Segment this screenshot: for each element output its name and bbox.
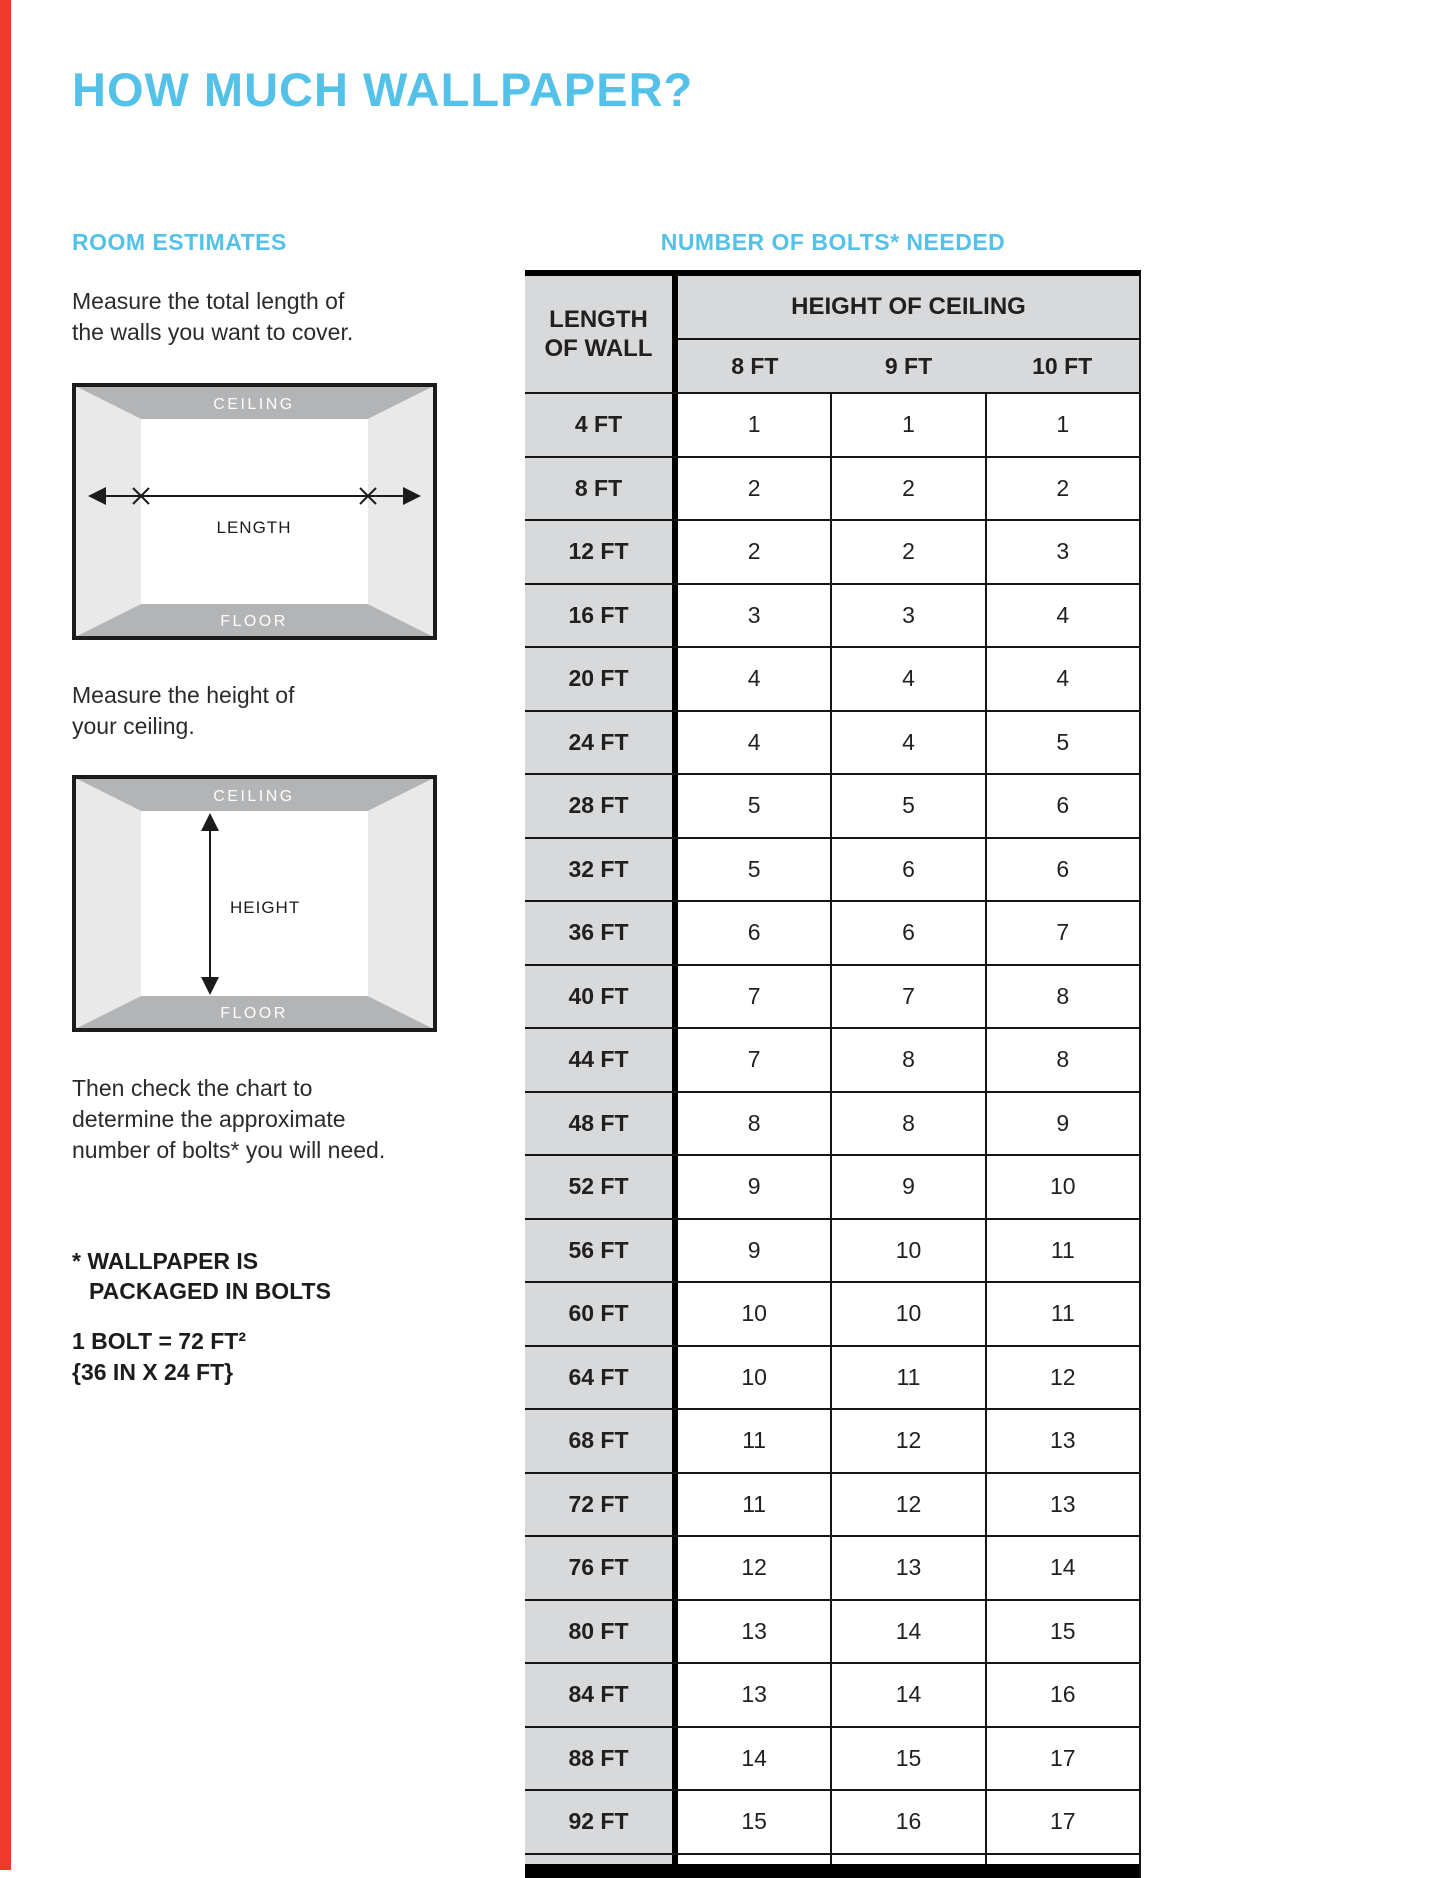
bolt-count-cell: 10 <box>985 1156 1139 1218</box>
bolt-count-cell: 15 <box>678 1791 830 1853</box>
row-label-wall-length: 88 FT <box>525 1728 678 1790</box>
bolt-count-cell: 6 <box>985 839 1139 901</box>
row-label-wall-length: 8 FT <box>525 458 678 520</box>
bolt-count-cell: 8 <box>830 1093 984 1155</box>
row-label-wall-length: 24 FT <box>525 712 678 774</box>
ceiling-height-header-group <box>678 276 1139 392</box>
room-height-diagram <box>72 775 437 1032</box>
ceiling-label: CEILING <box>213 396 295 413</box>
bolt-count-cell: 3 <box>678 585 830 647</box>
table-row <box>525 1601 1139 1665</box>
ceiling-label: CEILING <box>213 788 295 805</box>
row-label-wall-length: 20 FT <box>525 648 678 710</box>
bolt-count-cell: 7 <box>678 966 830 1028</box>
bolt-count-cell: 4 <box>985 585 1139 647</box>
bolt-count-cell: 14 <box>985 1537 1139 1599</box>
table-row <box>525 1220 1139 1284</box>
instruction-line: number of bolts* you will need. <box>72 1137 386 1163</box>
bolt-count-cell: 16 <box>830 1791 984 1853</box>
bolt-count-cell: 12 <box>985 1347 1139 1409</box>
floor-label: FLOOR <box>220 1005 288 1022</box>
bolt-count-cell: 4 <box>678 648 830 710</box>
length-label: LENGTH <box>216 518 292 537</box>
bolt-count-cell: 15 <box>985 1601 1139 1663</box>
bolt-count-cell: 11 <box>678 1410 830 1472</box>
table-row <box>525 1728 1139 1792</box>
bolt-count-cell: 9 <box>985 1093 1139 1155</box>
bolt-count-cell: 10 <box>830 1220 984 1282</box>
table-row <box>525 1410 1139 1474</box>
section-heading-room-estimates: ROOM ESTIMATES <box>72 229 287 255</box>
row-label-wall-length: 28 FT <box>525 775 678 837</box>
instruction-line: determine the approximate <box>72 1106 346 1132</box>
instruction-line: the walls you want to cover. <box>72 319 354 345</box>
section-heading-bolts-needed: NUMBER OF BOLTS* NEEDED <box>660 229 1006 255</box>
bolts-table-body <box>525 394 1139 1855</box>
bolt-count-cell: 6 <box>830 839 984 901</box>
bolt-count-cell: 15 <box>830 1728 984 1790</box>
bolt-count-cell: 2 <box>678 521 830 583</box>
table-row <box>525 966 1139 1030</box>
room-length-diagram <box>72 383 437 640</box>
footnote-wallpaper-bolts <box>72 1246 331 1306</box>
left-wall <box>75 386 141 637</box>
bolt-count-cell: 9 <box>678 1220 830 1282</box>
accent-stripe <box>0 0 11 1870</box>
row-label-wall-length: 32 FT <box>525 839 678 901</box>
bolt-count-cell: 12 <box>830 1474 984 1536</box>
ceiling-height-subheaders <box>678 340 1139 392</box>
bolt-count-cell: 4 <box>678 712 830 774</box>
table-row <box>525 1347 1139 1411</box>
bolt-count-cell: 5 <box>830 775 984 837</box>
bolt-count-cell: 12 <box>678 1537 830 1599</box>
row-label-wall-length: 92 FT <box>525 1791 678 1853</box>
bolt-definition <box>72 1326 246 1388</box>
row-label-wall-length: 12 FT <box>525 521 678 583</box>
table-row <box>525 1537 1139 1601</box>
bolt-count-cell: 13 <box>678 1601 830 1663</box>
bolt-count-cell: 5 <box>678 775 830 837</box>
table-row <box>525 521 1139 585</box>
row-label-wall-length: 48 FT <box>525 1093 678 1155</box>
row-label-wall-length: 16 FT <box>525 585 678 647</box>
table-row <box>525 902 1139 966</box>
row-label-wall-length: 72 FT <box>525 1474 678 1536</box>
table-row <box>525 775 1139 839</box>
bolt-count-cell: 16 <box>985 1664 1139 1726</box>
bolt-count-cell: 13 <box>985 1474 1139 1536</box>
footnote-line: PACKAGED IN BOLTS <box>89 1278 331 1304</box>
row-label-wall-length: 60 FT <box>525 1283 678 1345</box>
bolt-count-cell: 2 <box>678 458 830 520</box>
bolt-count-cell: 10 <box>830 1283 984 1345</box>
table-row <box>525 839 1139 903</box>
bolt-count-cell: 5 <box>678 839 830 901</box>
bolt-count-cell: 13 <box>985 1410 1139 1472</box>
filler-cell <box>678 1855 830 1864</box>
bolt-count-cell: 2 <box>985 458 1139 520</box>
bolt-count-cell: 14 <box>678 1728 830 1790</box>
row-label-wall-length: 52 FT <box>525 1156 678 1218</box>
bolt-count-cell: 8 <box>830 1029 984 1091</box>
bolt-count-cell: 6 <box>985 775 1139 837</box>
instruction-measure-height <box>72 680 294 742</box>
floor-label: FLOOR <box>220 613 288 630</box>
bolt-count-cell: 11 <box>830 1347 984 1409</box>
table-bottom-border <box>525 1864 1139 1878</box>
bolt-count-cell: 14 <box>830 1601 984 1663</box>
bolt-count-cell: 3 <box>830 585 984 647</box>
row-label-wall-length: 40 FT <box>525 966 678 1028</box>
filler-label-cell <box>525 1855 678 1864</box>
filler-cell <box>985 1855 1139 1864</box>
table-row <box>525 1029 1139 1093</box>
bolt-count-cell: 12 <box>830 1410 984 1472</box>
row-label-wall-length: 84 FT <box>525 1664 678 1726</box>
footnote-line: * WALLPAPER IS <box>72 1248 259 1274</box>
right-wall <box>368 778 434 1029</box>
bolt-count-cell: 6 <box>678 902 830 964</box>
bolt-count-cell: 4 <box>985 648 1139 710</box>
bolt-definition-line: {36 IN X 24 FT} <box>72 1359 234 1385</box>
bolt-count-cell: 7 <box>678 1029 830 1091</box>
length-of-wall-header <box>525 276 678 392</box>
bolt-count-cell: 17 <box>985 1728 1139 1790</box>
table-row <box>525 458 1139 522</box>
bolt-count-cell: 7 <box>985 902 1139 964</box>
row-label-wall-length: 80 FT <box>525 1601 678 1663</box>
table-row <box>525 1474 1139 1538</box>
bolt-count-cell: 1 <box>830 394 984 456</box>
bolt-count-cell: 9 <box>678 1156 830 1218</box>
table-row <box>525 648 1139 712</box>
bolt-count-cell: 8 <box>985 1029 1139 1091</box>
column-header-10ft: 10 FT <box>1032 352 1093 379</box>
bolt-count-cell: 4 <box>830 648 984 710</box>
bolt-count-cell: 13 <box>830 1537 984 1599</box>
bolt-count-cell: 7 <box>830 966 984 1028</box>
bolt-count-cell: 1 <box>985 394 1139 456</box>
bolt-count-cell: 17 <box>985 1791 1139 1853</box>
bolt-count-cell: 13 <box>678 1664 830 1726</box>
bolt-count-cell: 10 <box>678 1283 830 1345</box>
bolt-count-cell: 2 <box>830 521 984 583</box>
row-label-wall-length: 56 FT <box>525 1220 678 1282</box>
row-label-wall-length: 68 FT <box>525 1410 678 1472</box>
bolt-count-cell: 6 <box>830 902 984 964</box>
bolt-count-cell: 5 <box>985 712 1139 774</box>
bolt-count-cell: 9 <box>830 1156 984 1218</box>
table-row <box>525 585 1139 649</box>
bolt-count-cell: 8 <box>985 966 1139 1028</box>
instruction-line: Measure the height of <box>72 682 295 708</box>
length-of-wall-header-line: LENGTH <box>549 306 648 333</box>
bolt-count-cell: 3 <box>985 521 1139 583</box>
height-label: HEIGHT <box>230 898 301 917</box>
right-wall <box>368 386 434 637</box>
table-row <box>525 1283 1139 1347</box>
filler-cell <box>830 1855 984 1864</box>
bolt-count-cell: 8 <box>678 1093 830 1155</box>
bolt-definition-line: 1 BOLT = 72 FT² <box>72 1328 247 1354</box>
height-arrow <box>201 813 219 995</box>
bolt-count-cell: 4 <box>830 712 984 774</box>
bolt-count-cell: 2 <box>830 458 984 520</box>
bolts-table-header <box>525 276 1139 394</box>
table-row <box>525 1156 1139 1220</box>
height-of-ceiling-header: HEIGHT OF CEILING <box>678 276 1139 340</box>
instruction-measure-length <box>72 286 353 348</box>
instruction-check-chart <box>72 1073 385 1166</box>
bolts-table <box>525 270 1141 1878</box>
page-title: HOW MUCH WALLPAPER? <box>72 63 694 116</box>
row-label-wall-length: 76 FT <box>525 1537 678 1599</box>
bolt-count-cell: 1 <box>678 394 830 456</box>
table-row <box>525 1791 1139 1855</box>
bolt-count-cell: 11 <box>985 1283 1139 1345</box>
row-label-wall-length: 44 FT <box>525 1029 678 1091</box>
length-of-wall-header-line: OF WALL <box>544 335 653 362</box>
instruction-line: Then check the chart to <box>72 1075 313 1101</box>
table-row <box>525 394 1139 458</box>
instruction-line: Measure the total length of <box>72 288 345 314</box>
column-header-9ft: 9 FT <box>884 352 933 379</box>
bolt-count-cell: 10 <box>678 1347 830 1409</box>
bolt-count-cell: 11 <box>985 1220 1139 1282</box>
instruction-line: your ceiling. <box>72 713 195 739</box>
row-label-wall-length: 36 FT <box>525 902 678 964</box>
bolt-count-cell: 11 <box>678 1474 830 1536</box>
table-row <box>525 1664 1139 1728</box>
table-filler-row <box>525 1855 1139 1864</box>
column-header-8ft: 8 FT <box>731 352 779 379</box>
row-label-wall-length: 64 FT <box>525 1347 678 1409</box>
table-row <box>525 1093 1139 1157</box>
left-wall <box>75 778 141 1029</box>
row-label-wall-length: 4 FT <box>525 394 678 456</box>
bolt-count-cell: 14 <box>830 1664 984 1726</box>
table-row <box>525 712 1139 776</box>
